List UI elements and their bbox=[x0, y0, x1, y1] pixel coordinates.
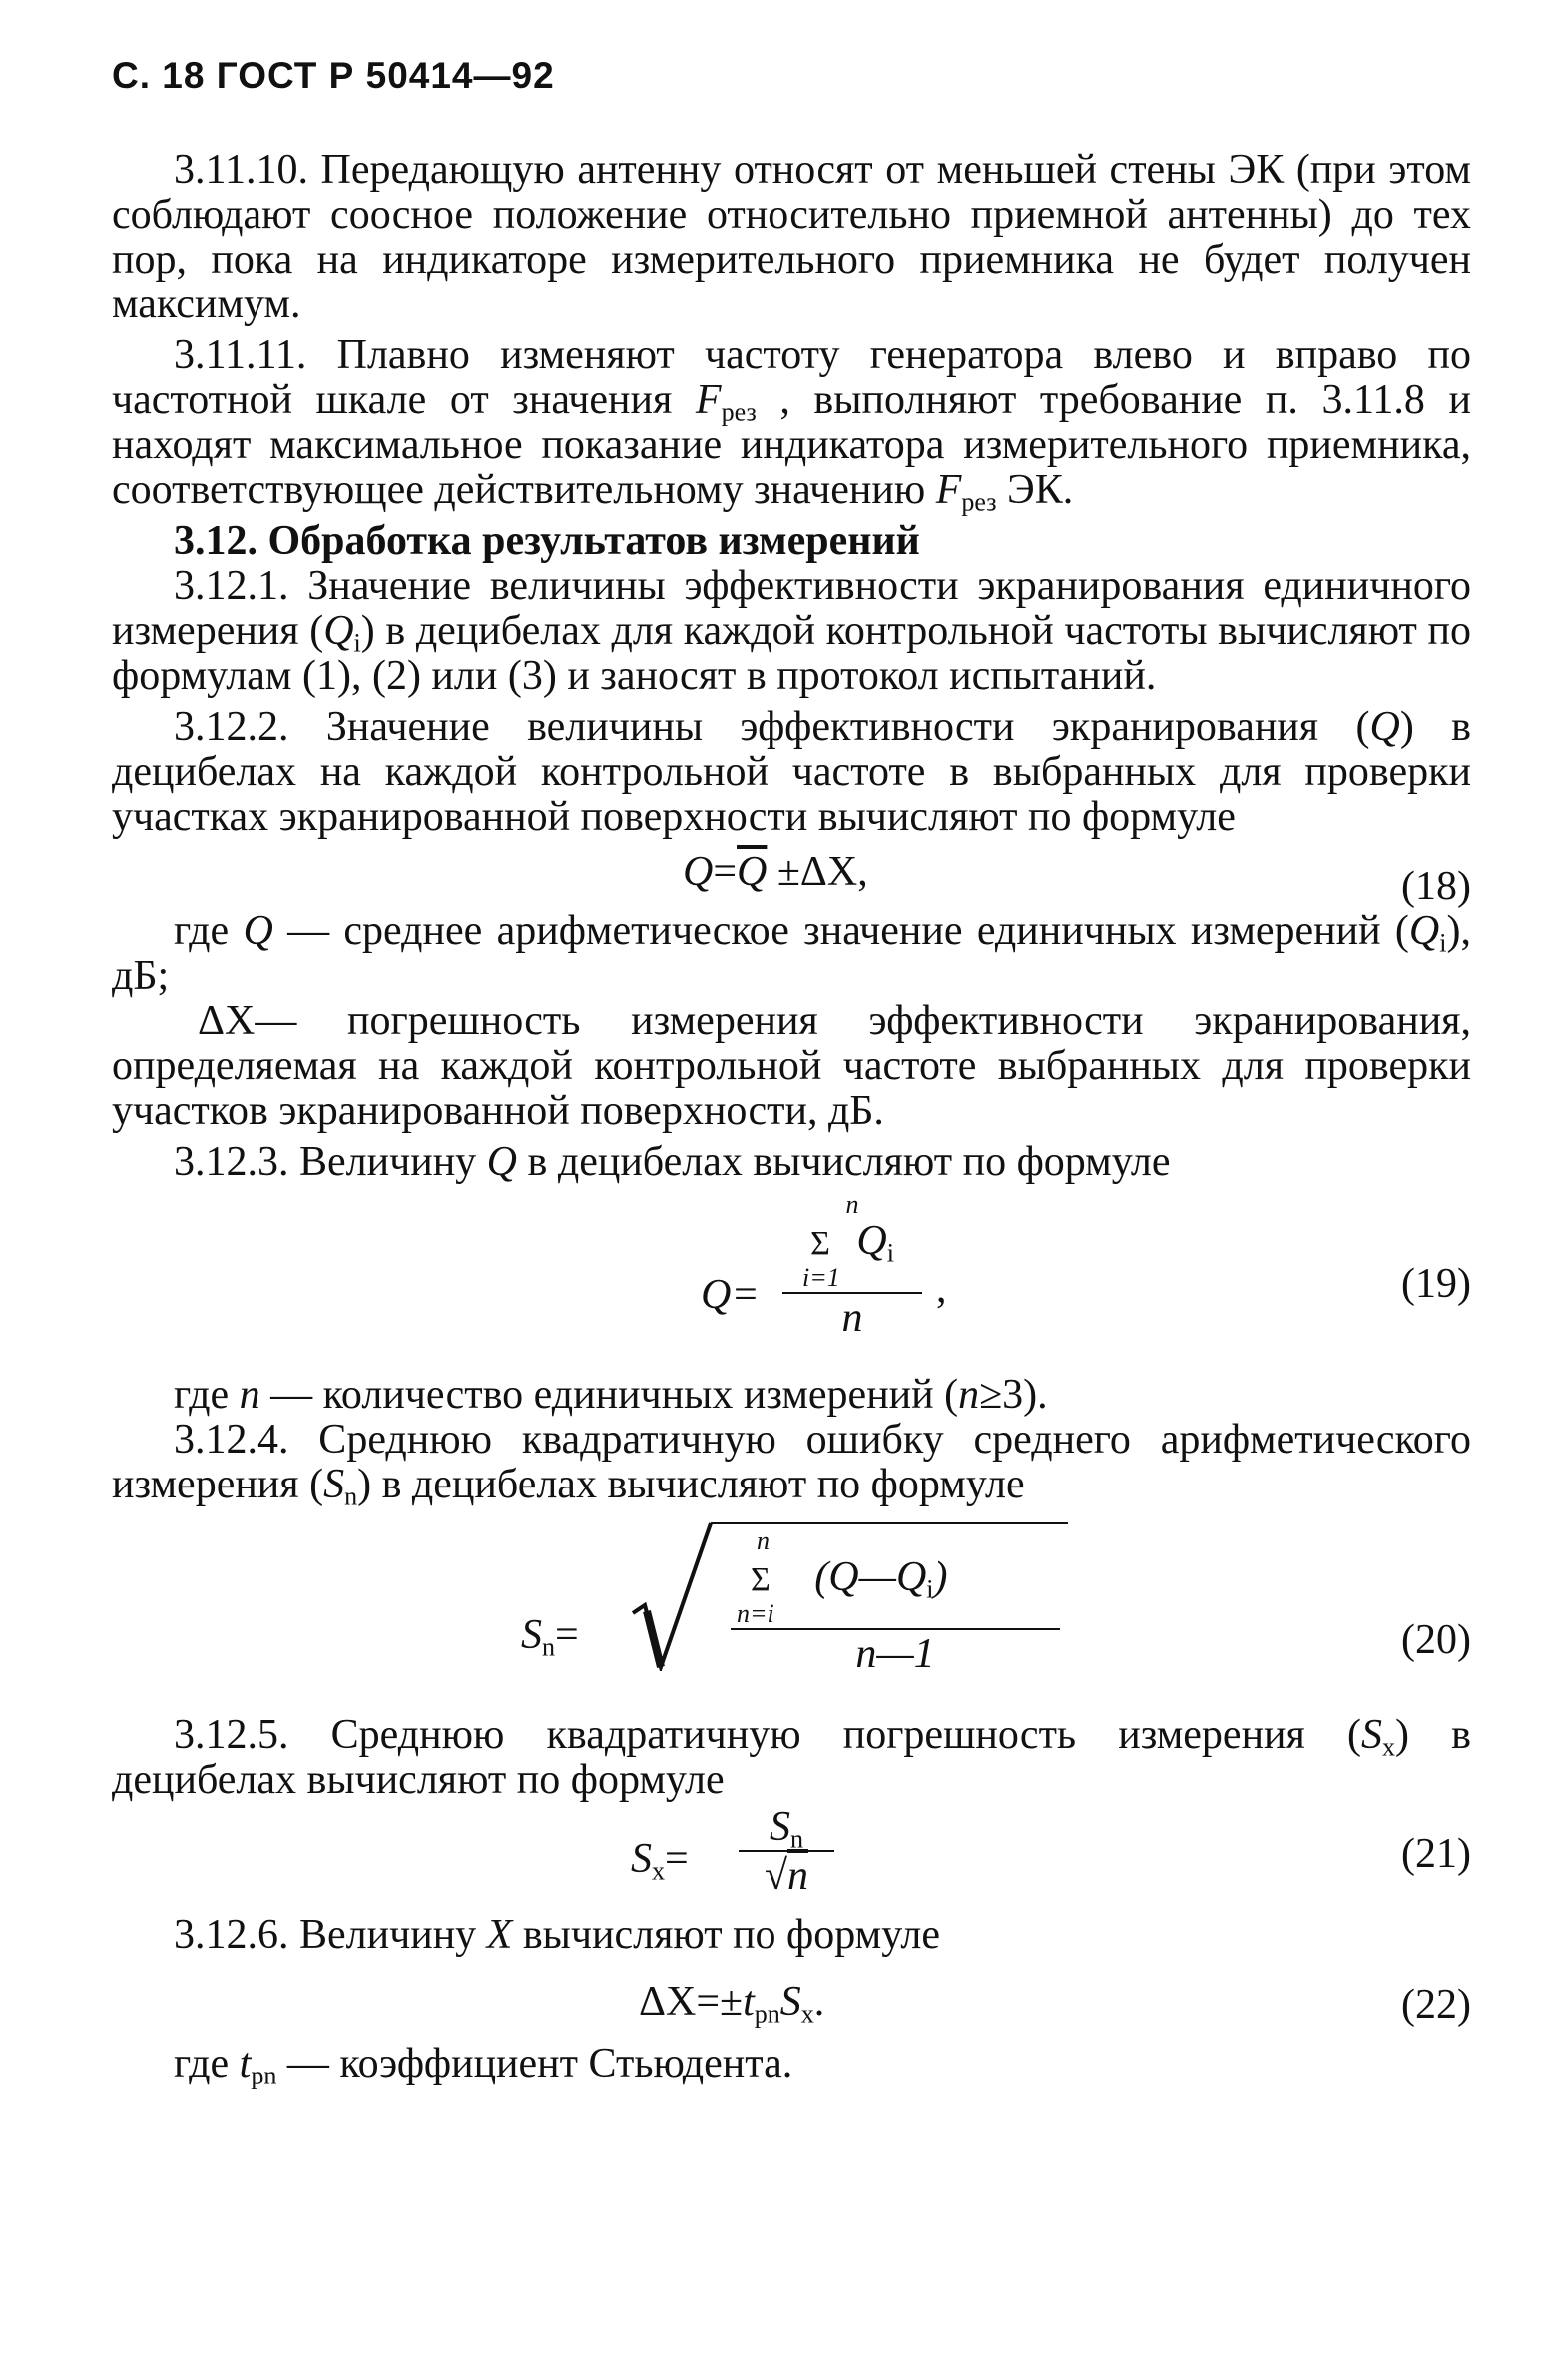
where-18-q: Q bbox=[243, 908, 273, 954]
formula-21-lhs-s: S bbox=[631, 1836, 652, 1882]
formula-22-t: t bbox=[743, 1979, 755, 2025]
f-res-subscript: рез bbox=[721, 397, 757, 427]
where-18-qi-subscript: i bbox=[1439, 928, 1447, 958]
square-root-icon: √ bbox=[764, 1853, 788, 1899]
formula-22-s: S bbox=[779, 1979, 801, 2025]
formula-20-equals: = bbox=[555, 1612, 579, 1658]
where-22-t: t bbox=[239, 2041, 252, 2086]
formula-22-s-subscript: x bbox=[800, 1999, 814, 2029]
formula-19-denominator: n bbox=[782, 1292, 922, 1341]
paragraph-3-12-3 bbox=[112, 1140, 1471, 1185]
q-symbol: Q bbox=[486, 1139, 518, 1185]
where-19-text-c: ≥3). bbox=[979, 1372, 1048, 1418]
formula-19 bbox=[112, 1185, 1471, 1373]
f-res-subscript: рез bbox=[961, 487, 997, 517]
formula-20-lhs-s: S bbox=[521, 1612, 542, 1658]
formula-20-term-close: ) bbox=[933, 1554, 948, 1600]
page-header: С. 18 ГОСТ Р 50414—92 bbox=[112, 55, 555, 96]
q-i-subscript: i bbox=[353, 628, 361, 658]
formula-22-t-subscript: pn bbox=[754, 1999, 780, 2029]
dx-definition-text: — погрешность измерения эффективности экранирования, определяемая на каждой контрольной частоте выбранных для проверки участков экранированной поверхности, дБ. bbox=[112, 998, 1471, 1134]
formula-21-number: (21) bbox=[1401, 1831, 1471, 1877]
formula-22-prefix: ΔX=± bbox=[639, 1979, 744, 2025]
formula-18-rest: ±ΔX, bbox=[767, 849, 868, 894]
where-22-t-subscript: pn bbox=[251, 2061, 277, 2090]
p-3-12-5-text-a: 3.12.5. Среднюю квадратичную погрешность измерения ( bbox=[174, 1712, 1361, 1758]
formula-20-lhs bbox=[521, 1612, 579, 1662]
document-body bbox=[112, 147, 1471, 2090]
formula-22 bbox=[112, 1958, 1471, 2042]
formula-18-mean: $\overline{Q}$ bbox=[737, 849, 768, 894]
paragraph-3-12-2 bbox=[112, 705, 1471, 840]
where-22-text-a: где bbox=[174, 2041, 240, 2086]
formula-19-number: (19) bbox=[1401, 1261, 1471, 1307]
formula-21-den-n: n bbox=[787, 1853, 809, 1899]
formula-18-expression bbox=[683, 850, 868, 894]
paragraph-3-11-11 bbox=[112, 332, 1471, 517]
formula-21-equals: = bbox=[665, 1836, 689, 1882]
formula-22-dot: . bbox=[813, 1979, 825, 2025]
paragraph-where-22 bbox=[112, 2041, 1471, 2090]
formula-21-fraction bbox=[739, 1805, 834, 1899]
formula-20-sum-lower: n=i bbox=[737, 1599, 774, 1628]
where-19-n: n bbox=[239, 1372, 260, 1418]
formula-19-sum-upper: n bbox=[845, 1190, 859, 1219]
p-3-12-5-text-b: ) в децибелах вычисляют по формуле bbox=[112, 1712, 1471, 1803]
formula-21 bbox=[112, 1803, 1471, 1913]
s-n-subscript: n bbox=[344, 1482, 358, 1511]
f-res-symbol: F bbox=[935, 467, 962, 513]
formula-18-equals: = bbox=[713, 849, 738, 894]
paragraph-3-11-10: 3.11.10. Передающую антенну относят от меньшей стены ЭК (при этом соблюдают соосное положение относительно приемной антенны) до тех пор, пока на индикаторе измерительного приемника не будет получен максимум. bbox=[112, 147, 1471, 327]
formula-20-fraction bbox=[731, 1527, 1060, 1677]
where-18-text-b: — среднее арифметическое значение единичных измерений ( bbox=[272, 908, 1409, 954]
s-x-subscript: x bbox=[1382, 1732, 1396, 1762]
formula-19-lhs: Q= bbox=[701, 1272, 760, 1318]
formula-20-term: (Q—Q bbox=[814, 1554, 927, 1600]
formula-18-lhs: Q bbox=[683, 849, 714, 894]
p-3-12-1-text-a: 3.12.1. Значение величины эффективности экранирования единичного измерения ( bbox=[112, 563, 1471, 654]
formula-21-lhs bbox=[631, 1836, 689, 1886]
p-3-12-4-text-a: 3.12.4. Среднюю квадратичную ошибку среднего арифметического измерения ( bbox=[112, 1417, 1471, 1507]
paragraph-dx-definition bbox=[112, 999, 1471, 1134]
formula-19-term-subscript: i bbox=[886, 1238, 894, 1268]
p-3-12-1-text-b: ) в децибелах для каждой контрольной частоты вычисляют по формулам (1), (2) или (3) и заносят в протокол испытаний. bbox=[112, 608, 1471, 699]
x-symbol: X bbox=[486, 1912, 513, 1958]
formula-22-expression bbox=[639, 1979, 825, 2029]
where-19-text-a: где bbox=[174, 1372, 240, 1418]
formula-19-numerator bbox=[782, 1191, 922, 1292]
formula-20-term-subscript: i bbox=[926, 1574, 934, 1604]
where-19-text-b: — количество единичных измерений ( bbox=[259, 1372, 959, 1418]
radical-overline bbox=[711, 1522, 1068, 1524]
formula-20-sigma: Σ bbox=[751, 1561, 771, 1598]
p-3-12-6-text-a: 3.12.6. Величину bbox=[174, 1912, 487, 1958]
s-n-symbol: S bbox=[323, 1462, 345, 1507]
radical-sign-icon bbox=[631, 1521, 713, 1671]
p-3-12-3-text-b: в децибелах вычисляют по формуле bbox=[517, 1139, 1171, 1185]
paragraph-where-19 bbox=[112, 1373, 1471, 1418]
p-3-12-6-text-b: вычисляют по формуле bbox=[512, 1912, 940, 1958]
paragraph-where-18 bbox=[112, 909, 1471, 999]
formula-20 bbox=[112, 1507, 1471, 1713]
paragraph-3-12-1 bbox=[112, 564, 1471, 699]
dx-symbol: ΔX bbox=[198, 998, 256, 1044]
formula-19-term: Q bbox=[856, 1218, 887, 1264]
p-3-12-2-text-a: 3.12.2. Значение величины эффективности экранирования ( bbox=[174, 704, 1370, 750]
f-res-symbol: F bbox=[695, 377, 722, 423]
where-22-text-b: — коэффициент Стьюдента. bbox=[276, 2041, 793, 2086]
formula-21-num-subscript: n bbox=[789, 1824, 803, 1854]
formula-20-sum-upper: n bbox=[757, 1526, 770, 1555]
p-3-11-11-text-a: 3.11.11. Плавно изменяют частоту генератора влево и вправо по частотной шкале от значения bbox=[112, 332, 1471, 423]
formula-21-denominator bbox=[739, 1850, 834, 1899]
paragraph-3-12-5 bbox=[112, 1713, 1471, 1803]
formula-19-sum-lower: i=1 bbox=[802, 1263, 840, 1292]
q-i-symbol: Q bbox=[323, 608, 354, 654]
s-x-symbol: S bbox=[1361, 1712, 1382, 1758]
formula-19-comma: , bbox=[936, 1266, 947, 1312]
section-heading-3-12: 3.12. Обработка результатов измерений bbox=[174, 518, 920, 564]
formula-21-lhs-subscript: x bbox=[652, 1856, 666, 1886]
where-19-cond-n: n bbox=[958, 1372, 980, 1418]
formula-18 bbox=[112, 840, 1471, 909]
where-18-qi: Q bbox=[1408, 908, 1440, 954]
paragraph-3-12-4 bbox=[112, 1417, 1471, 1511]
formula-22-number: (22) bbox=[1401, 1982, 1471, 2028]
formula-18-number: (18) bbox=[1401, 864, 1471, 909]
q-symbol: Q bbox=[1369, 704, 1400, 750]
formula-21-num-s: S bbox=[769, 1804, 790, 1850]
formula-20-numerator bbox=[731, 1527, 1060, 1628]
paragraph-3-12-6 bbox=[112, 1913, 1471, 1958]
p-3-12-3-text-a: 3.12.3. Величину bbox=[174, 1139, 487, 1185]
p-3-11-11-text-b: , выполняют требование п. 3.11.8 и находят максимальное показание индикатора измерительного приемника, соответствующее действительному значению bbox=[112, 377, 1471, 513]
formula-20-number: (20) bbox=[1401, 1617, 1471, 1663]
formula-21-numerator bbox=[739, 1804, 834, 1854]
p-3-11-11-text-c: ЭК. bbox=[996, 467, 1074, 513]
where-18-text-a: где bbox=[174, 908, 244, 954]
formula-19-sigma: Σ bbox=[810, 1225, 830, 1262]
p-3-12-2-text-b: ) в децибелах на каждой контрольной частоте в выбранных для проверки участках экранированной поверхности вычисляют по формуле bbox=[112, 704, 1471, 840]
formula-19-fraction bbox=[782, 1191, 922, 1341]
formula-20-denominator: n—1 bbox=[731, 1628, 1060, 1677]
where-18-text-c: ), дБ; bbox=[112, 908, 1471, 999]
p-3-12-4-text-b: ) в децибелах вычисляют по формуле bbox=[357, 1462, 1025, 1507]
formula-20-lhs-subscript: n bbox=[542, 1632, 556, 1662]
